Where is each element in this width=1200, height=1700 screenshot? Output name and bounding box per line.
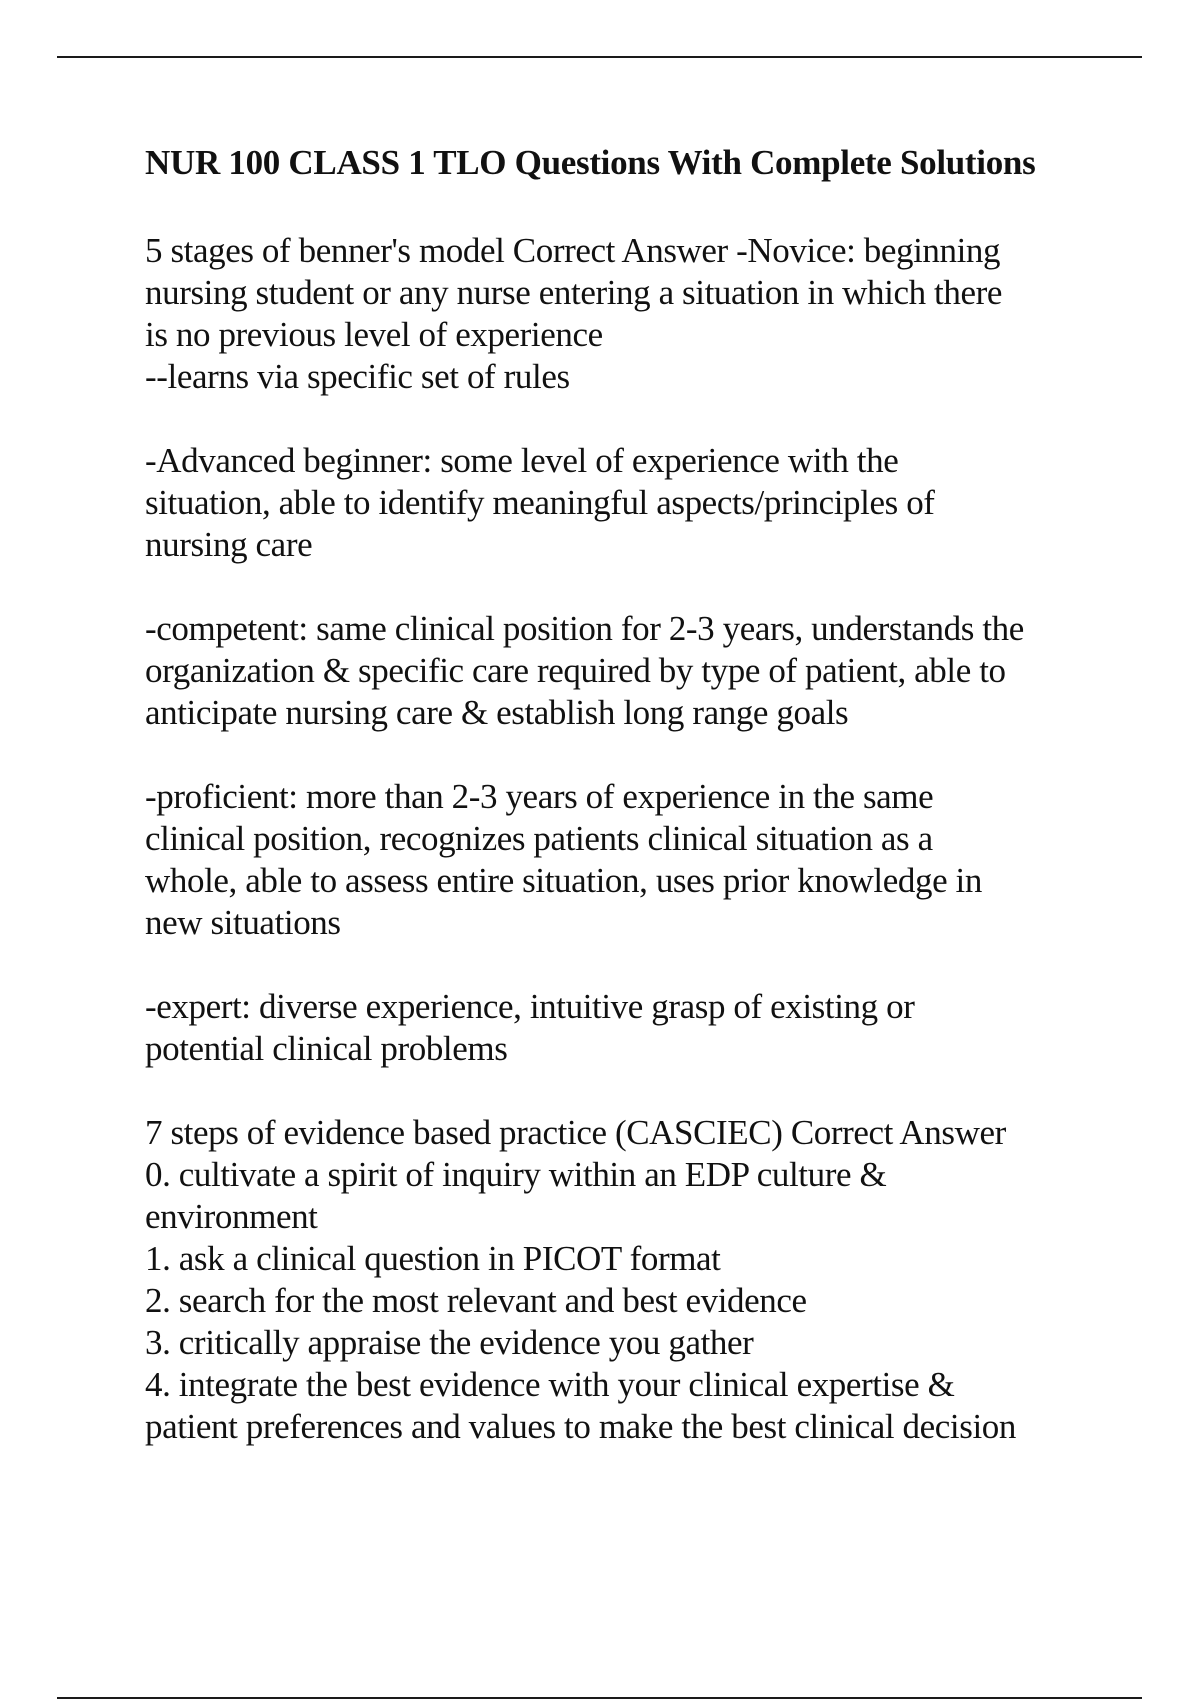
- text-line: --learns via specific set of rules: [145, 357, 570, 396]
- text-line: -expert: diverse experience, intuitive grasp of existing or: [145, 987, 915, 1026]
- paragraph-proficient: [145, 776, 1145, 944]
- paragraph-benner-novice: [145, 230, 1145, 398]
- text-line: anticipate nursing care & establish long range goals: [145, 693, 849, 732]
- header-rule: [57, 56, 1142, 58]
- text-line: -Advanced beginner: some level of experience with the: [145, 441, 899, 480]
- footer-rule: [57, 1697, 1142, 1699]
- text-line: is no previous level of experience: [145, 315, 603, 354]
- document-body: [145, 230, 1145, 1490]
- text-line: whole, able to assess entire situation, uses prior knowledge in: [145, 861, 982, 900]
- text-line: patient preferences and values to make the best clinical decision: [145, 1407, 1016, 1446]
- text-line: 5 stages of benner's model Correct Answer -Novice: beginning: [145, 231, 1001, 270]
- text-line: environment: [145, 1197, 318, 1236]
- text-line: situation, able to identify meaningful aspects/principles of: [145, 483, 935, 522]
- text-line: 3. critically appraise the evidence you gather: [145, 1323, 754, 1362]
- paragraph-evidence-based-practice: [145, 1112, 1145, 1448]
- text-line: 7 steps of evidence based practice (CASCIEC) Correct Answer: [145, 1113, 1006, 1152]
- text-line: 4. integrate the best evidence with your clinical expertise &: [145, 1365, 955, 1404]
- text-line: potential clinical problems: [145, 1029, 508, 1068]
- text-line: nursing student or any nurse entering a situation in which there: [145, 273, 1002, 312]
- text-line: clinical position, recognizes patients clinical situation as a: [145, 819, 933, 858]
- document-title: NUR 100 CLASS 1 TLO Questions With Complete Solutions: [145, 143, 1036, 182]
- paragraph-expert: [145, 986, 1145, 1070]
- paragraph-competent: [145, 608, 1145, 734]
- text-line: 0. cultivate a spirit of inquiry within an EDP culture &: [145, 1155, 887, 1194]
- text-line: nursing care: [145, 525, 313, 564]
- text-line: organization & specific care required by type of patient, able to: [145, 651, 1006, 690]
- text-line: -competent: same clinical position for 2-3 years, understands the: [145, 609, 1024, 648]
- text-line: new situations: [145, 903, 341, 942]
- text-line: 1. ask a clinical question in PICOT format: [145, 1239, 721, 1278]
- text-line: 2. search for the most relevant and best evidence: [145, 1281, 807, 1320]
- paragraph-advanced-beginner: [145, 440, 1145, 566]
- text-line: -proficient: more than 2-3 years of experience in the same: [145, 777, 934, 816]
